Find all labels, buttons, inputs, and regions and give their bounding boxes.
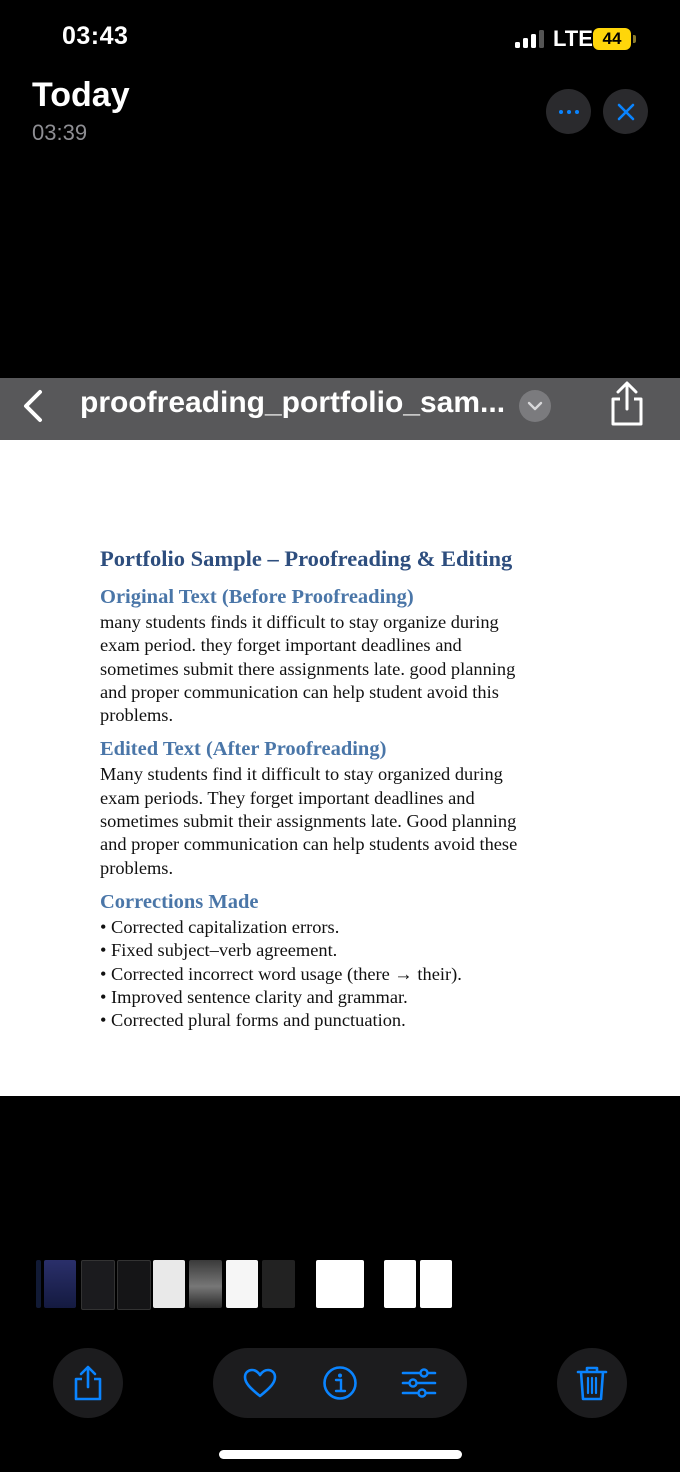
original-text	[100, 611, 570, 727]
favorite-button[interactable]	[239, 1362, 281, 1404]
chevron-down-icon	[527, 401, 543, 411]
chevron-left-icon	[14, 382, 54, 432]
thumbnail-selected[interactable]	[316, 1260, 364, 1308]
info-button[interactable]	[319, 1362, 361, 1404]
text-line: Many students find it difficult to stay organized during	[100, 764, 503, 785]
thumbnail[interactable]	[117, 1260, 151, 1310]
more-icon	[559, 110, 579, 114]
thumbnail[interactable]	[36, 1260, 41, 1308]
text-line: sometimes submit their assignments late. Good planning	[100, 811, 517, 832]
cellular-signal-icon	[515, 30, 544, 48]
share-icon	[71, 1364, 105, 1402]
status-time: 03:43	[62, 22, 129, 50]
text-line: many students finds it difficult to stay organize during	[100, 612, 499, 632]
battery-icon: 44	[593, 28, 631, 50]
text-line: exam period. they forget important deadlines and	[100, 635, 462, 656]
text-line: and proper communication can help student avoid this	[100, 681, 499, 702]
thumbnail[interactable]	[189, 1260, 222, 1308]
back-button[interactable]	[14, 382, 54, 432]
battery-nub	[633, 35, 636, 43]
adjust-icon	[401, 1367, 437, 1399]
heart-icon	[242, 1367, 278, 1399]
thumbnail[interactable]	[262, 1260, 295, 1308]
edited-text	[100, 763, 570, 879]
trash-icon	[575, 1364, 609, 1402]
list-item: • Fixed subject–verb agreement.	[100, 939, 570, 962]
text-line: and proper communication can help students avoid these	[100, 834, 518, 855]
thumbnail[interactable]	[81, 1260, 115, 1310]
more-button[interactable]	[546, 89, 591, 134]
file-options-button[interactable]	[519, 390, 551, 422]
info-icon	[322, 1365, 358, 1401]
page-title: Today	[32, 76, 130, 114]
home-indicator[interactable]	[219, 1450, 462, 1459]
list-item: • Improved sentence clarity and grammar.	[100, 986, 570, 1009]
adjust-button[interactable]	[398, 1362, 440, 1404]
document-page[interactable]	[0, 440, 680, 1096]
text-line: exam periods. They forget important deadlines and	[100, 787, 475, 808]
thumbnail[interactable]	[153, 1260, 185, 1308]
section-heading-edited: Edited Text (After Proofreading)	[100, 738, 387, 761]
delete-button[interactable]	[557, 1348, 627, 1418]
share-icon	[606, 380, 648, 428]
thumbnail[interactable]	[384, 1260, 416, 1308]
close-button[interactable]	[603, 89, 648, 134]
document-content	[100, 546, 570, 1032]
document-title: Portfolio Sample – Proofreading & Editing	[100, 546, 513, 571]
file-name[interactable]: proofreading_portfolio_sam...	[80, 386, 506, 419]
text-line: problems.	[100, 857, 174, 878]
text-line: sometimes submit there assignments late. good planning	[100, 658, 516, 679]
page-subtitle: 03:39	[32, 120, 88, 145]
thumbnail[interactable]	[226, 1260, 258, 1308]
list-item: • Corrected plural forms and punctuation.	[100, 1009, 570, 1032]
section-heading-corrections: Corrections Made	[100, 890, 259, 913]
list-item: • Corrected capitalization errors.	[100, 916, 570, 939]
close-icon	[616, 102, 636, 122]
network-label: LTE	[553, 26, 593, 51]
corrections-list	[100, 916, 570, 1032]
text-line: problems.	[100, 705, 174, 726]
thumbnail[interactable]	[44, 1260, 76, 1308]
photo-actions-toolbar	[213, 1348, 467, 1418]
share-button[interactable]	[53, 1348, 123, 1418]
thumbnail[interactable]	[420, 1260, 452, 1308]
list-item: • Corrected incorrect word usage (there → their).	[100, 963, 570, 986]
share-file-button[interactable]	[606, 380, 648, 428]
section-heading-original: Original Text (Before Proofreading)	[100, 586, 414, 608]
